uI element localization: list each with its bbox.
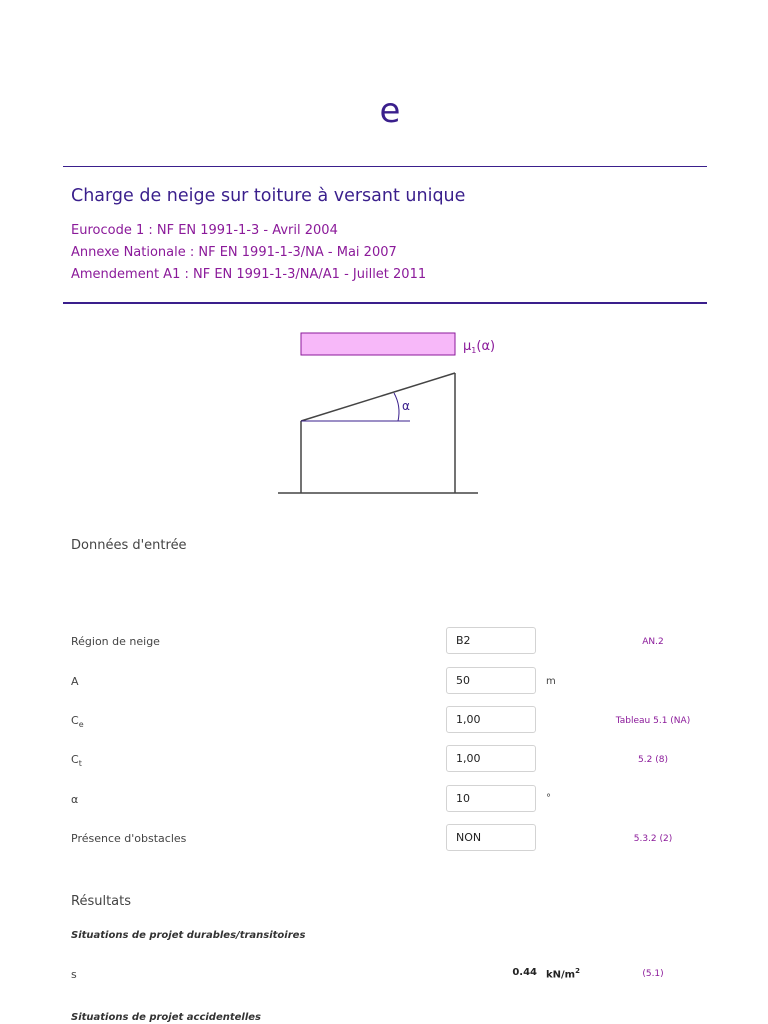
s-note: (5.1) <box>642 969 664 979</box>
mu-label: $\mu_1(\alpha)$ <box>463 339 496 355</box>
ce-input[interactable]: 1,00 <box>446 706 536 733</box>
ce-note: Tableau 5.1 (NA) <box>615 716 691 726</box>
s-value: 0.44 <box>512 967 537 978</box>
obstacles-label: Présence d'obstacles <box>71 832 187 845</box>
ct-input[interactable]: 1,00 <box>446 745 536 772</box>
ce-label: $C_e$ <box>71 714 84 730</box>
a-unit: m <box>546 676 556 687</box>
roof-diagram <box>270 325 510 505</box>
alpha-label: α <box>71 793 79 806</box>
ct-label: $C_t$ <box>71 753 82 769</box>
angle-label: α <box>402 399 410 413</box>
a-input[interactable]: 50 <box>446 667 536 694</box>
roof-slope <box>301 373 455 421</box>
reference-eurocode: Eurocode 1 : NF EN 1991-1-3 - Avril 2004 <box>71 223 338 238</box>
reference-annexe-nationale: Annexe Nationale : NF EN 1991-1-3/NA - Mai 2007 <box>71 245 397 260</box>
svg-text:e: e <box>379 91 401 131</box>
alpha-unit: ° <box>546 793 551 804</box>
results-section-title: Résultats <box>71 894 132 909</box>
s-label: s <box>71 968 77 981</box>
alpha-input[interactable]: 10 <box>446 785 536 812</box>
region-note: AN.2 <box>642 637 664 647</box>
header-divider-top <box>63 166 707 167</box>
ct-note: 5.2 (8) <box>638 755 668 765</box>
angle-arc <box>394 393 399 421</box>
obstacles-note: 5.3.2 (2) <box>633 834 673 844</box>
page-title: Charge de neige sur toiture à versant unique <box>71 186 466 206</box>
snow-load-rect <box>301 333 455 355</box>
a-label: A <box>71 675 79 688</box>
inputs-section-title: Données d'entrée <box>71 538 187 553</box>
s-unit: $kN/m^2$ <box>546 967 580 981</box>
ce-logo-icon <box>356 78 412 136</box>
accidental-situations-heading: Situations de projet accidentelles <box>71 1012 262 1023</box>
durable-situations-heading: Situations de projet durables/transitoires <box>71 930 306 941</box>
region-input[interactable]: B2 <box>446 627 536 654</box>
region-label: Région de neige <box>71 635 160 648</box>
reference-amendement: Amendement A1 : NF EN 1991-1-3/NA/A1 - Juillet 2011 <box>71 267 427 282</box>
header-divider-bottom <box>63 302 707 304</box>
obstacles-select[interactable]: NON <box>446 824 536 851</box>
